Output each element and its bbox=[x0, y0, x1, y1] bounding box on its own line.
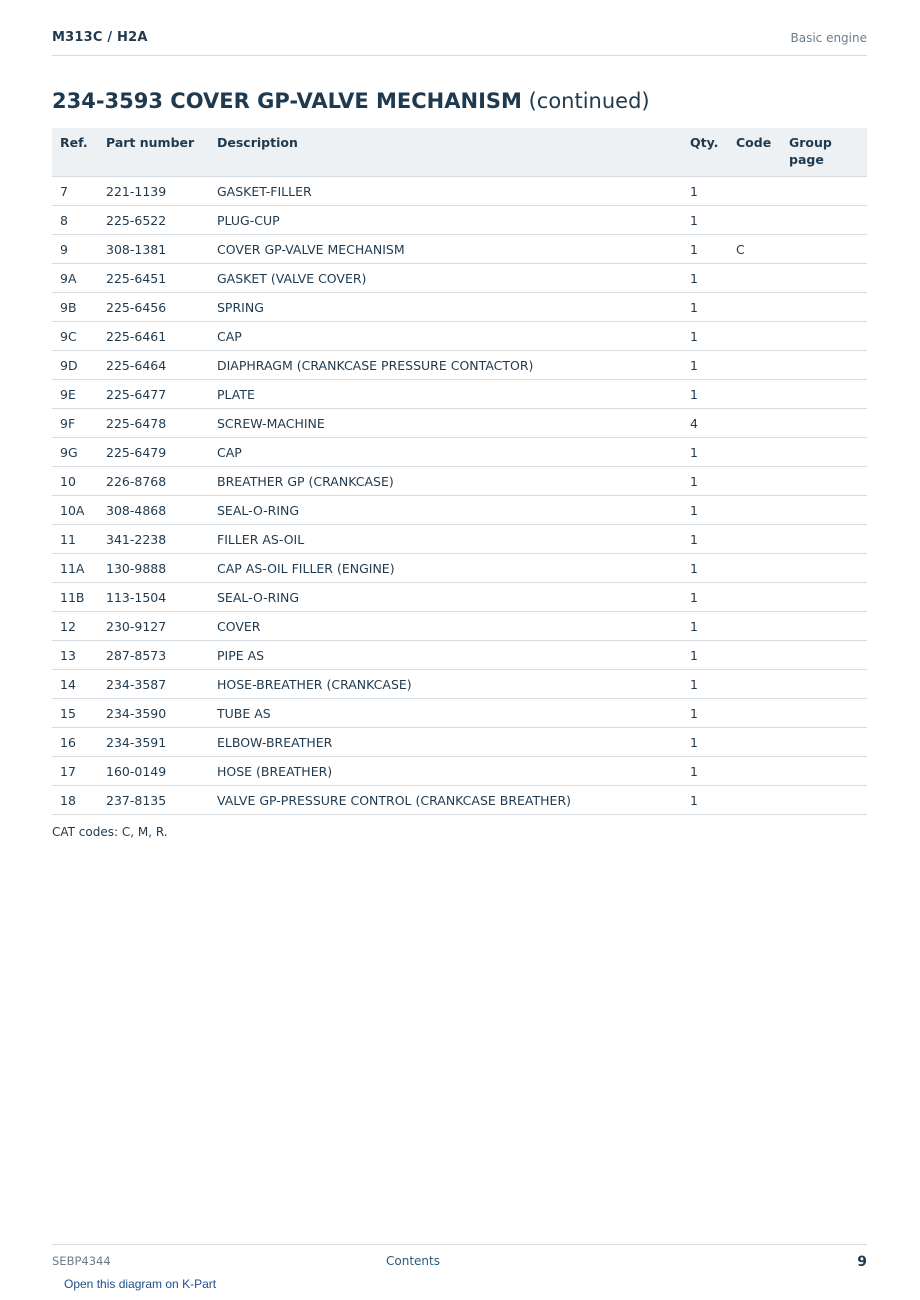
cell-description: SEAL-O-RING bbox=[209, 583, 682, 612]
cell-description: SEAL-O-RING bbox=[209, 496, 682, 525]
cell-part-number: 341-2238 bbox=[98, 525, 209, 554]
cell-code bbox=[728, 264, 781, 293]
cell-group-page bbox=[781, 699, 867, 728]
cell-group-page bbox=[781, 322, 867, 351]
cell-ref: 9D bbox=[52, 351, 98, 380]
cell-group-page bbox=[781, 380, 867, 409]
cell-qty: 1 bbox=[682, 438, 728, 467]
table-row bbox=[52, 467, 867, 496]
cell-description: COVER GP-VALVE MECHANISM bbox=[209, 235, 682, 264]
cell-part-number: 225-6477 bbox=[98, 380, 209, 409]
cell-qty: 1 bbox=[682, 554, 728, 583]
open-kpart-link[interactable]: Open this diagram on K-Part bbox=[64, 1277, 217, 1291]
cell-ref: 11A bbox=[52, 554, 98, 583]
cell-part-number: 130-9888 bbox=[98, 554, 209, 583]
cell-code bbox=[728, 409, 781, 438]
cell-qty: 1 bbox=[682, 641, 728, 670]
cell-ref: 14 bbox=[52, 670, 98, 699]
page-footer bbox=[52, 1244, 867, 1275]
cell-part-number: 160-0149 bbox=[98, 757, 209, 786]
cell-code bbox=[728, 786, 781, 815]
cell-qty: 1 bbox=[682, 612, 728, 641]
table-row bbox=[52, 612, 867, 641]
cell-description: SPRING bbox=[209, 293, 682, 322]
cell-part-number: 234-3591 bbox=[98, 728, 209, 757]
cell-part-number: 225-6478 bbox=[98, 409, 209, 438]
cell-part-number: 221-1139 bbox=[98, 177, 209, 206]
cell-description: HOSE-BREATHER (CRANKCASE) bbox=[209, 670, 682, 699]
cell-code bbox=[728, 728, 781, 757]
cell-code bbox=[728, 293, 781, 322]
table-row bbox=[52, 293, 867, 322]
cell-group-page bbox=[781, 264, 867, 293]
cell-group-page bbox=[781, 177, 867, 206]
cell-description: COVER bbox=[209, 612, 682, 641]
cell-part-number: 225-6451 bbox=[98, 264, 209, 293]
cell-ref: 11B bbox=[52, 583, 98, 612]
cell-ref: 10 bbox=[52, 467, 98, 496]
cell-qty: 1 bbox=[682, 235, 728, 264]
cell-group-page bbox=[781, 554, 867, 583]
cell-description: PLATE bbox=[209, 380, 682, 409]
cell-ref: 9A bbox=[52, 264, 98, 293]
cell-description: CAP bbox=[209, 322, 682, 351]
cell-ref: 12 bbox=[52, 612, 98, 641]
cell-group-page bbox=[781, 496, 867, 525]
cell-code bbox=[728, 177, 781, 206]
column-header-group-page: Group page bbox=[781, 128, 867, 177]
table-row bbox=[52, 641, 867, 670]
page-title-main: 234-3593 COVER GP-VALVE MECHANISM bbox=[52, 89, 522, 113]
cell-ref: 15 bbox=[52, 699, 98, 728]
cell-qty: 1 bbox=[682, 670, 728, 699]
cell-description: PIPE AS bbox=[209, 641, 682, 670]
cell-code bbox=[728, 467, 781, 496]
cell-ref: 9G bbox=[52, 438, 98, 467]
cell-group-page bbox=[781, 757, 867, 786]
cell-part-number: 308-4868 bbox=[98, 496, 209, 525]
cell-qty: 1 bbox=[682, 351, 728, 380]
cell-group-page bbox=[781, 670, 867, 699]
cell-code bbox=[728, 351, 781, 380]
cell-ref: 9E bbox=[52, 380, 98, 409]
cell-part-number: 287-8573 bbox=[98, 641, 209, 670]
table-row bbox=[52, 206, 867, 235]
cell-qty: 1 bbox=[682, 496, 728, 525]
table-row bbox=[52, 525, 867, 554]
column-header-part-number: Part number bbox=[98, 128, 209, 177]
cell-part-number: 234-3587 bbox=[98, 670, 209, 699]
cell-qty: 1 bbox=[682, 467, 728, 496]
cell-code bbox=[728, 380, 781, 409]
cell-part-number: 230-9127 bbox=[98, 612, 209, 641]
cell-ref: 17 bbox=[52, 757, 98, 786]
cell-qty: 1 bbox=[682, 206, 728, 235]
cell-part-number: 113-1504 bbox=[98, 583, 209, 612]
cell-part-number: 308-1381 bbox=[98, 235, 209, 264]
cell-ref: 9B bbox=[52, 293, 98, 322]
cell-qty: 1 bbox=[682, 177, 728, 206]
cell-description: TUBE AS bbox=[209, 699, 682, 728]
cell-group-page bbox=[781, 467, 867, 496]
page-title-suffix: (continued) bbox=[528, 89, 650, 113]
table-row bbox=[52, 757, 867, 786]
cell-description: GASKET-FILLER bbox=[209, 177, 682, 206]
cell-ref: 9F bbox=[52, 409, 98, 438]
cell-part-number: 225-6456 bbox=[98, 293, 209, 322]
table-row bbox=[52, 554, 867, 583]
table-row bbox=[52, 583, 867, 612]
cell-code bbox=[728, 496, 781, 525]
cell-part-number: 225-6464 bbox=[98, 351, 209, 380]
cell-description: HOSE (BREATHER) bbox=[209, 757, 682, 786]
cat-codes-note: CAT codes: C, M, R. bbox=[52, 825, 168, 839]
cell-description: GASKET (VALVE COVER) bbox=[209, 264, 682, 293]
cell-qty: 1 bbox=[682, 264, 728, 293]
cell-ref: 7 bbox=[52, 177, 98, 206]
cell-code bbox=[728, 525, 781, 554]
cell-group-page bbox=[781, 786, 867, 815]
table-row bbox=[52, 496, 867, 525]
cell-qty: 1 bbox=[682, 293, 728, 322]
cell-code bbox=[728, 670, 781, 699]
cell-code bbox=[728, 699, 781, 728]
column-header-qty: Qty. bbox=[682, 128, 728, 177]
cell-description: ELBOW-BREATHER bbox=[209, 728, 682, 757]
cell-description: SCREW-MACHINE bbox=[209, 409, 682, 438]
table-row bbox=[52, 380, 867, 409]
cell-part-number: 226-8768 bbox=[98, 467, 209, 496]
cell-part-number: 234-3590 bbox=[98, 699, 209, 728]
cell-qty: 1 bbox=[682, 525, 728, 554]
cell-code: C bbox=[728, 235, 781, 264]
cell-code bbox=[728, 438, 781, 467]
table-row bbox=[52, 786, 867, 815]
cell-ref: 11 bbox=[52, 525, 98, 554]
table-row bbox=[52, 438, 867, 467]
cell-group-page bbox=[781, 206, 867, 235]
cell-qty: 4 bbox=[682, 409, 728, 438]
cell-code bbox=[728, 612, 781, 641]
cell-ref: 8 bbox=[52, 206, 98, 235]
cell-ref: 9C bbox=[52, 322, 98, 351]
table-row bbox=[52, 728, 867, 757]
cell-qty: 1 bbox=[682, 786, 728, 815]
contents-link[interactable]: Contents bbox=[386, 1254, 440, 1268]
cell-description: BREATHER GP (CRANKCASE) bbox=[209, 467, 682, 496]
cell-code bbox=[728, 641, 781, 670]
table-row bbox=[52, 264, 867, 293]
cell-description: CAP bbox=[209, 438, 682, 467]
cell-description: VALVE GP-PRESSURE CONTROL (CRANKCASE BREATHER) bbox=[209, 786, 682, 815]
cell-code bbox=[728, 554, 781, 583]
cell-part-number: 237-8135 bbox=[98, 786, 209, 815]
cell-code bbox=[728, 583, 781, 612]
model-label: M313C / H2A bbox=[52, 30, 148, 45]
cell-group-page bbox=[781, 612, 867, 641]
cell-code bbox=[728, 206, 781, 235]
table-header-row bbox=[52, 128, 867, 177]
page-number: 9 bbox=[857, 1254, 867, 1270]
cell-code bbox=[728, 757, 781, 786]
table-row bbox=[52, 699, 867, 728]
column-header-code: Code bbox=[728, 128, 781, 177]
cell-group-page bbox=[781, 438, 867, 467]
page-title bbox=[52, 89, 650, 113]
cell-group-page bbox=[781, 641, 867, 670]
cell-qty: 1 bbox=[682, 728, 728, 757]
cell-qty: 1 bbox=[682, 380, 728, 409]
cell-group-page bbox=[781, 728, 867, 757]
cell-description: FILLER AS-OIL bbox=[209, 525, 682, 554]
cell-description: DIAPHRAGM (CRANKCASE PRESSURE CONTACTOR) bbox=[209, 351, 682, 380]
column-header-ref: Ref. bbox=[52, 128, 98, 177]
cell-group-page bbox=[781, 351, 867, 380]
cell-description: PLUG-CUP bbox=[209, 206, 682, 235]
cell-ref: 9 bbox=[52, 235, 98, 264]
cell-part-number: 225-6479 bbox=[98, 438, 209, 467]
cell-qty: 1 bbox=[682, 699, 728, 728]
cell-ref: 16 bbox=[52, 728, 98, 757]
table-row bbox=[52, 670, 867, 699]
cell-code bbox=[728, 322, 781, 351]
cell-qty: 1 bbox=[682, 583, 728, 612]
cell-group-page bbox=[781, 409, 867, 438]
cell-part-number: 225-6522 bbox=[98, 206, 209, 235]
cell-ref: 18 bbox=[52, 786, 98, 815]
cell-ref: 13 bbox=[52, 641, 98, 670]
cell-description: CAP AS-OIL FILLER (ENGINE) bbox=[209, 554, 682, 583]
page-header bbox=[52, 28, 867, 56]
table-row bbox=[52, 235, 867, 264]
table-row bbox=[52, 177, 867, 206]
table-row bbox=[52, 351, 867, 380]
cell-group-page bbox=[781, 235, 867, 264]
document-id: SEBP4344 bbox=[52, 1254, 111, 1268]
cell-group-page bbox=[781, 583, 867, 612]
cell-group-page bbox=[781, 525, 867, 554]
cell-ref: 10A bbox=[52, 496, 98, 525]
cell-qty: 1 bbox=[682, 322, 728, 351]
parts-table bbox=[52, 128, 867, 815]
cell-part-number: 225-6461 bbox=[98, 322, 209, 351]
section-label: Basic engine bbox=[790, 31, 867, 45]
cell-qty: 1 bbox=[682, 757, 728, 786]
table-row bbox=[52, 409, 867, 438]
cell-group-page bbox=[781, 293, 867, 322]
parts-table-body bbox=[52, 177, 867, 815]
column-header-description: Description bbox=[209, 128, 682, 177]
table-row bbox=[52, 322, 867, 351]
